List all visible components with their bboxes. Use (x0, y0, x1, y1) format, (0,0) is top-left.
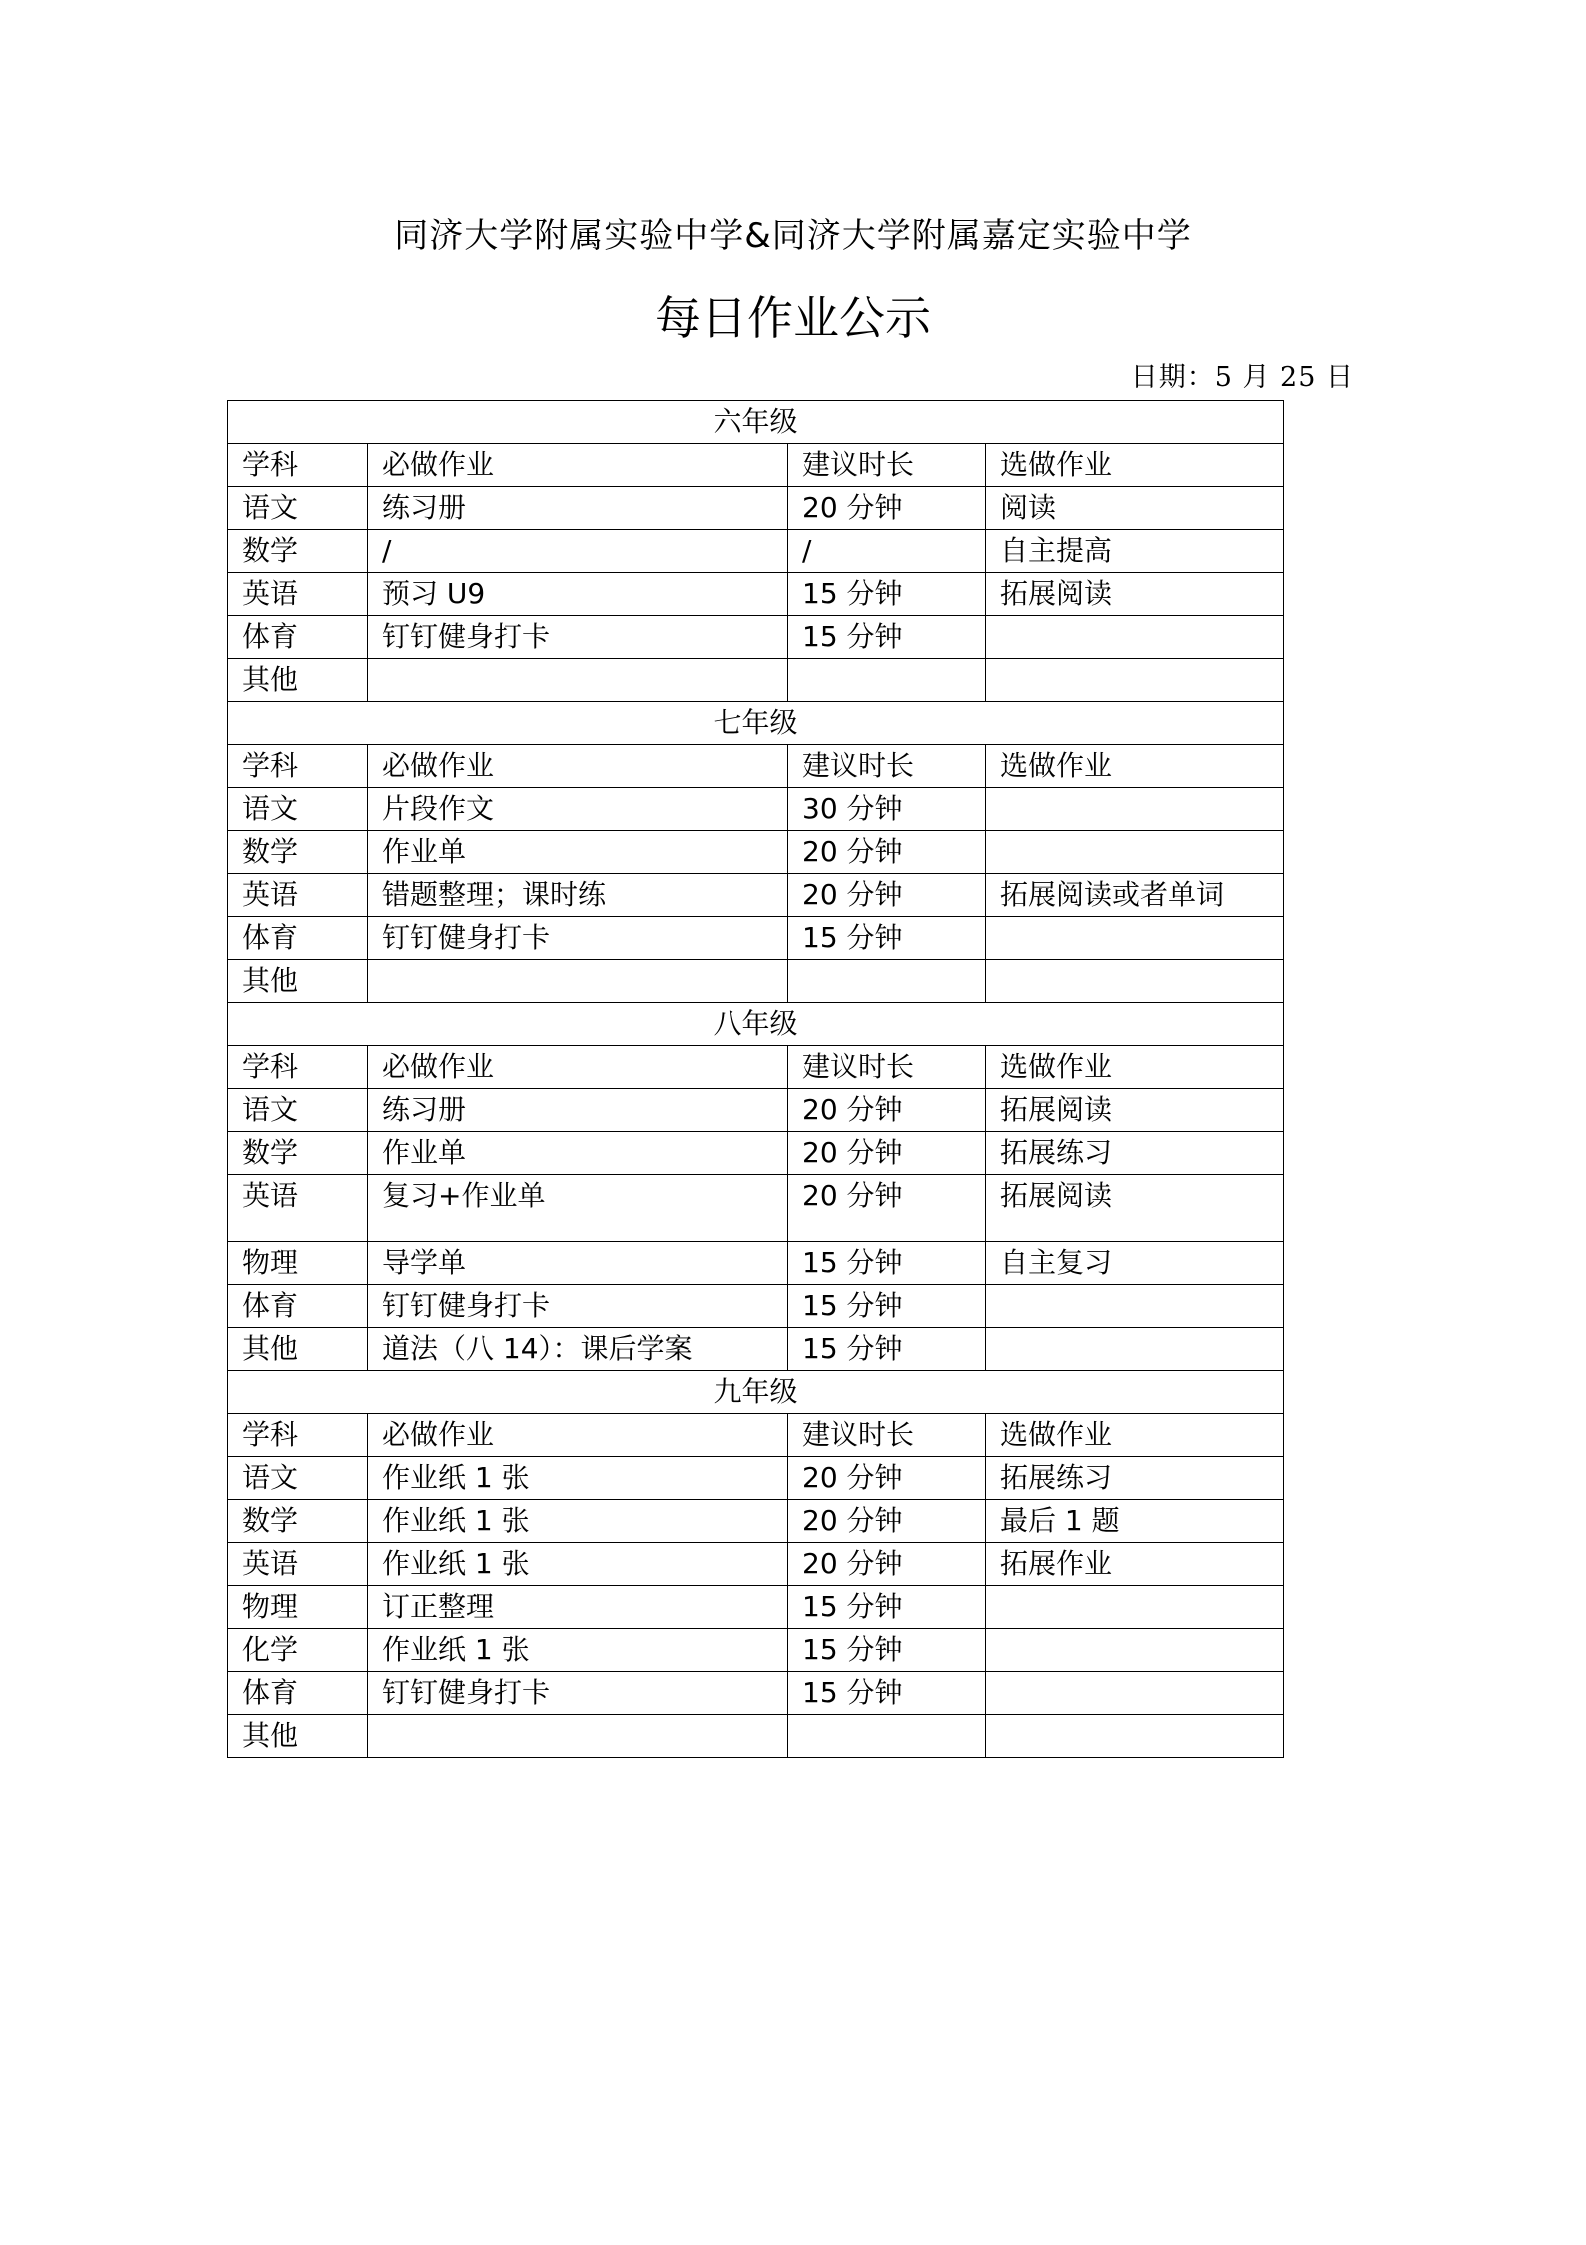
required-homework-cell (368, 1715, 788, 1758)
grade-title: 八年级 (228, 1003, 1284, 1046)
optional-homework-cell (986, 960, 1284, 1003)
optional-homework-cell: 自主复习 (986, 1242, 1284, 1285)
subject-cell: 其他 (228, 960, 368, 1003)
optional-homework-cell (986, 831, 1284, 874)
required-homework-cell: 预习 U9 (368, 573, 788, 616)
required-homework-cell: 导学单 (368, 1242, 788, 1285)
subject-cell: 化学 (228, 1629, 368, 1672)
column-header: 建议时长 (788, 745, 986, 788)
required-homework-cell: / (368, 530, 788, 573)
column-header: 必做作业 (368, 1046, 788, 1089)
grade-header-row (228, 401, 1284, 444)
duration-cell: 15 分钟 (788, 1586, 986, 1629)
table-row (228, 917, 1284, 960)
required-homework-cell: 练习册 (368, 1089, 788, 1132)
required-homework-cell: 作业纸 1 张 (368, 1629, 788, 1672)
column-header: 建议时长 (788, 1046, 986, 1089)
duration-cell: 20 分钟 (788, 831, 986, 874)
column-header-row (228, 444, 1284, 487)
subject-cell: 语文 (228, 487, 368, 530)
required-homework-cell: 复习+作业单 (368, 1175, 788, 1242)
grade-header-row (228, 1371, 1284, 1414)
column-header: 必做作业 (368, 1414, 788, 1457)
required-homework-cell: 片段作文 (368, 788, 788, 831)
subject-cell: 物理 (228, 1586, 368, 1629)
grade-title: 七年级 (228, 702, 1284, 745)
school-name: 同济大学附属实验中学&同济大学附属嘉定实验中学 (394, 216, 1192, 256)
column-header: 选做作业 (986, 444, 1284, 487)
table-row (228, 1089, 1284, 1132)
column-header: 必做作业 (368, 444, 788, 487)
optional-homework-cell: 拓展作业 (986, 1543, 1284, 1586)
duration-cell: 20 分钟 (788, 1500, 986, 1543)
duration-cell: 15 分钟 (788, 917, 986, 960)
duration-cell: 15 分钟 (788, 1242, 986, 1285)
required-homework-cell: 订正整理 (368, 1586, 788, 1629)
required-homework-cell (368, 659, 788, 702)
subject-cell: 语文 (228, 788, 368, 831)
column-header: 学科 (228, 745, 368, 788)
column-header: 必做作业 (368, 745, 788, 788)
column-header: 学科 (228, 1046, 368, 1089)
duration-cell (788, 1715, 986, 1758)
subject-cell: 体育 (228, 917, 368, 960)
optional-homework-cell: 拓展练习 (986, 1132, 1284, 1175)
table-row (228, 788, 1284, 831)
subject-cell: 数学 (228, 831, 368, 874)
optional-homework-cell (986, 917, 1284, 960)
duration-cell (788, 960, 986, 1003)
optional-homework-cell: 阅读 (986, 487, 1284, 530)
subject-cell: 英语 (228, 874, 368, 917)
table-row (228, 1132, 1284, 1175)
column-header: 选做作业 (986, 1414, 1284, 1457)
duration-cell: 15 分钟 (788, 1285, 986, 1328)
table-row (228, 530, 1284, 573)
subject-cell: 体育 (228, 1285, 368, 1328)
grade-header-row (228, 1003, 1284, 1046)
optional-homework-cell: 拓展阅读 (986, 1175, 1284, 1242)
column-header-row (228, 1414, 1284, 1457)
optional-homework-cell (986, 1629, 1284, 1672)
column-header: 学科 (228, 1414, 368, 1457)
table-row (228, 1242, 1284, 1285)
duration-cell: 20 分钟 (788, 487, 986, 530)
table-row (228, 487, 1284, 530)
subject-cell: 英语 (228, 1175, 368, 1242)
duration-cell: 15 分钟 (788, 616, 986, 659)
optional-homework-cell: 自主提高 (986, 530, 1284, 573)
duration-cell: 20 分钟 (788, 1089, 986, 1132)
subject-cell: 物理 (228, 1242, 368, 1285)
optional-homework-cell: 拓展阅读或者单词 (986, 874, 1284, 917)
duration-cell: 20 分钟 (788, 1132, 986, 1175)
duration-cell: 15 分钟 (788, 1672, 986, 1715)
duration-cell: / (788, 530, 986, 573)
column-header-row (228, 745, 1284, 788)
grade-title: 六年级 (228, 401, 1284, 444)
optional-homework-cell (986, 616, 1284, 659)
table-row (228, 1672, 1284, 1715)
required-homework-cell: 作业单 (368, 831, 788, 874)
table-row (228, 1328, 1284, 1371)
required-homework-cell: 错题整理；课时练 (368, 874, 788, 917)
optional-homework-cell (986, 1715, 1284, 1758)
table-row (228, 1586, 1284, 1629)
optional-homework-cell (986, 1328, 1284, 1371)
required-homework-cell: 钉钉健身打卡 (368, 917, 788, 960)
table-row (228, 1629, 1284, 1672)
duration-cell: 30 分钟 (788, 788, 986, 831)
subject-cell: 体育 (228, 616, 368, 659)
required-homework-cell: 钉钉健身打卡 (368, 616, 788, 659)
table-row (228, 573, 1284, 616)
required-homework-cell (368, 960, 788, 1003)
subject-cell: 语文 (228, 1457, 368, 1500)
duration-cell: 20 分钟 (788, 874, 986, 917)
subject-cell: 英语 (228, 573, 368, 616)
required-homework-cell: 作业纸 1 张 (368, 1543, 788, 1586)
duration-cell (788, 659, 986, 702)
subject-cell: 体育 (228, 1672, 368, 1715)
duration-cell: 15 分钟 (788, 573, 986, 616)
column-header-row (228, 1046, 1284, 1089)
table-row (228, 616, 1284, 659)
subject-cell: 数学 (228, 1132, 368, 1175)
duration-cell: 20 分钟 (788, 1457, 986, 1500)
subject-cell: 数学 (228, 530, 368, 573)
page-title: 每日作业公示 (655, 291, 931, 345)
optional-homework-cell (986, 1285, 1284, 1328)
table-row (228, 659, 1284, 702)
table-row (228, 1457, 1284, 1500)
required-homework-cell: 作业纸 1 张 (368, 1500, 788, 1543)
table-row (228, 1285, 1284, 1328)
subject-cell: 语文 (228, 1089, 368, 1132)
subject-cell: 其他 (228, 1715, 368, 1758)
table-row (228, 874, 1284, 917)
duration-cell: 15 分钟 (788, 1328, 986, 1371)
column-header: 建议时长 (788, 1414, 986, 1457)
subject-cell: 数学 (228, 1500, 368, 1543)
optional-homework-cell: 拓展练习 (986, 1457, 1284, 1500)
optional-homework-cell (986, 659, 1284, 702)
optional-homework-cell (986, 1672, 1284, 1715)
optional-homework-cell: 拓展阅读 (986, 573, 1284, 616)
duration-cell: 20 分钟 (788, 1175, 986, 1242)
table-row (228, 1500, 1284, 1543)
required-homework-cell: 钉钉健身打卡 (368, 1672, 788, 1715)
table-row (228, 1715, 1284, 1758)
required-homework-cell: 作业单 (368, 1132, 788, 1175)
required-homework-cell: 道法（八 14）：课后学案 (368, 1328, 788, 1371)
grade-header-row (228, 702, 1284, 745)
required-homework-cell: 钉钉健身打卡 (368, 1285, 788, 1328)
date-label: 日期：5 月 25 日 (1130, 362, 1354, 393)
subject-cell: 其他 (228, 1328, 368, 1371)
optional-homework-cell: 最后 1 题 (986, 1500, 1284, 1543)
optional-homework-cell (986, 1586, 1284, 1629)
column-header: 选做作业 (986, 745, 1284, 788)
optional-homework-cell: 拓展阅读 (986, 1089, 1284, 1132)
column-header: 建议时长 (788, 444, 986, 487)
column-header: 选做作业 (986, 1046, 1284, 1089)
duration-cell: 20 分钟 (788, 1543, 986, 1586)
subject-cell: 英语 (228, 1543, 368, 1586)
homework-table (227, 400, 1284, 1758)
subject-cell: 其他 (228, 659, 368, 702)
grade-title: 九年级 (228, 1371, 1284, 1414)
duration-cell: 15 分钟 (788, 1629, 986, 1672)
table-row (228, 831, 1284, 874)
required-homework-cell: 练习册 (368, 487, 788, 530)
table-row (228, 1175, 1284, 1242)
required-homework-cell: 作业纸 1 张 (368, 1457, 788, 1500)
table-row (228, 1543, 1284, 1586)
optional-homework-cell (986, 788, 1284, 831)
table-row (228, 960, 1284, 1003)
column-header: 学科 (228, 444, 368, 487)
